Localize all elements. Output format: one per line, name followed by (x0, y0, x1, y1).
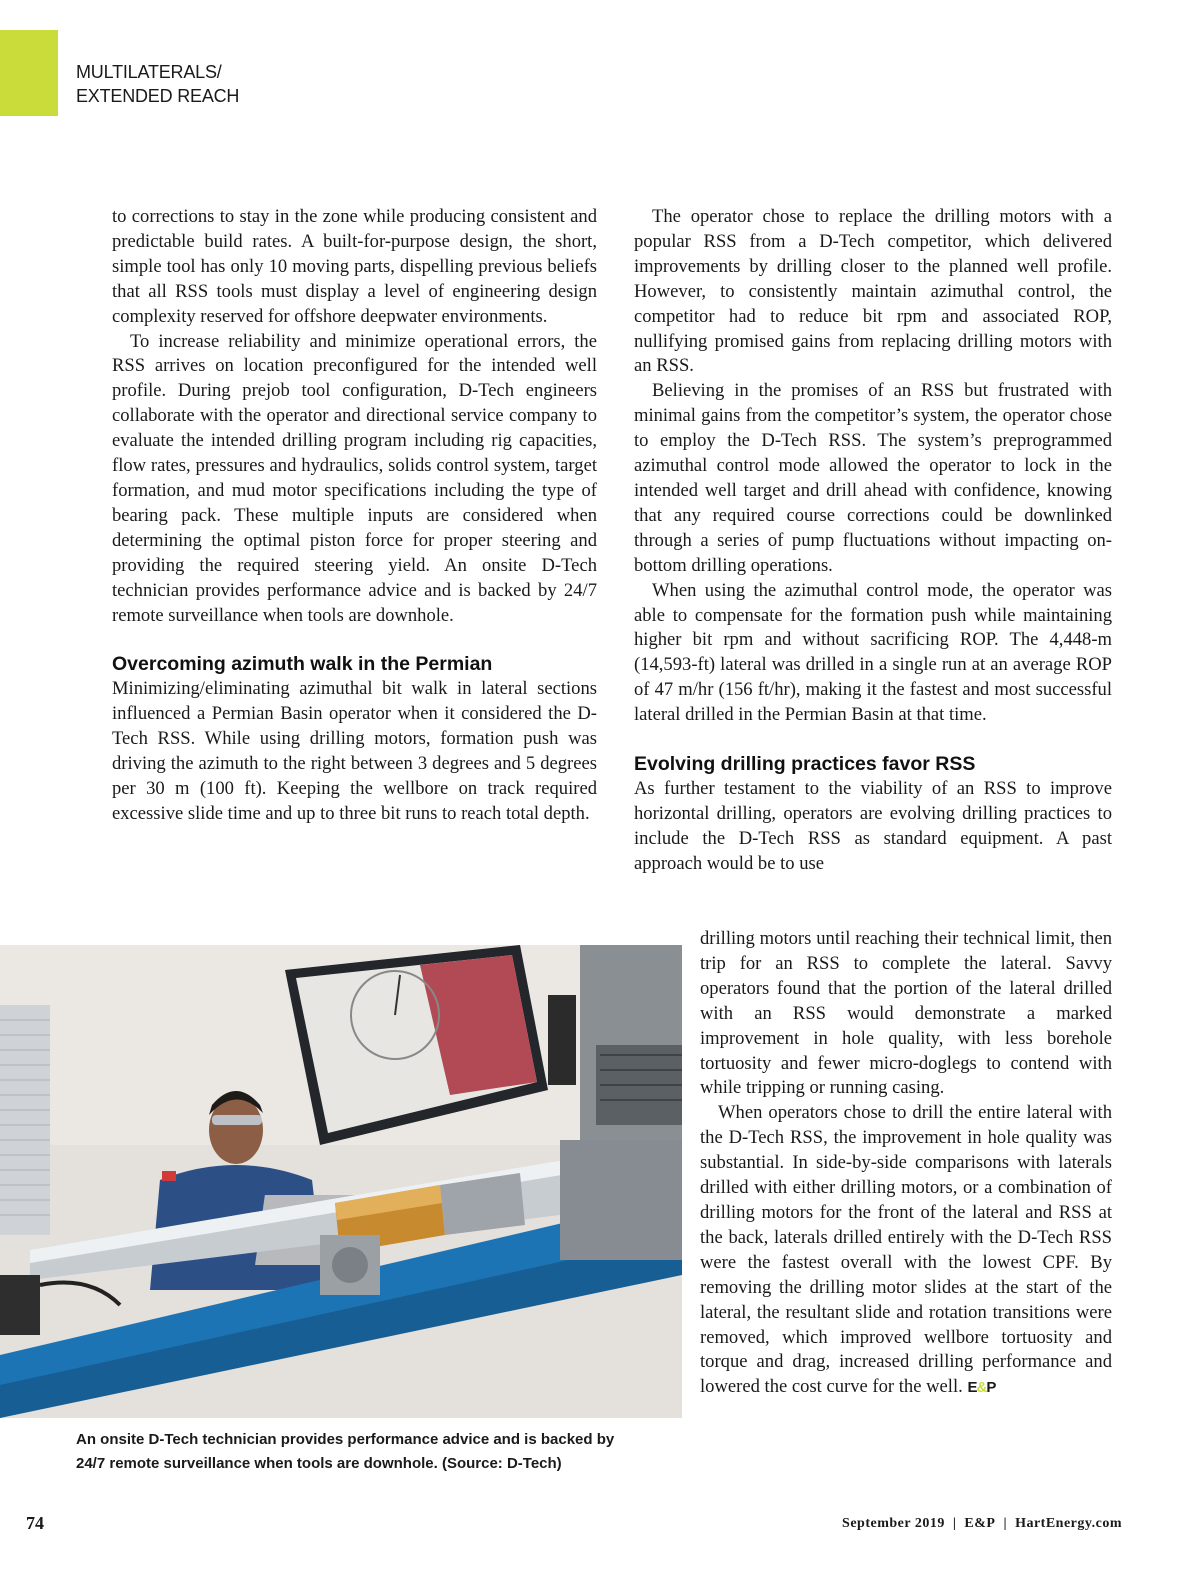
footer-website[interactable]: HartEnergy.com (1015, 1516, 1122, 1531)
heading-azimuth-walk: Overcoming azimuth walk in the Permian (112, 653, 493, 676)
caption-line-2: 24/7 remote surveillance when tools are downhole. (Source: D-Tech) (76, 1455, 562, 1472)
right-paragraph-5 (700, 1101, 1112, 1401)
right-paragraph-4: As further testament to the viability of an RSS to improve horizontal drilling, operators are evolving drilling practices to include the D-Tech RSS as standard equipment. A past approach would be to use (634, 778, 1112, 874)
left-paragraph-3: Minimizing/eliminating azimuthal bit walk in lateral sections influenced a Permian Basin operator when it considered the D-Tech RSS. While using drilling motors, formation push was driving the azimuth to the right between 3 degrees and 5 degrees per 30 m (100 ft). Keeping the wellbore on track required excessive slide time and up to three bit runs to reach total depth. (112, 678, 597, 824)
right-paragraph-5-text: When operators chose to drill the entire lateral with the D-Tech RSS, the improvement in hole quality was substantial. In side-by-side comparisons with laterals drilled with either drilling motors, or a combination of drilling motors for the front of the lateral and RSS at the back, laterals drilled entirely with the D-Tech RSS were the fastest overall with the lowest CPF. By removing the drilling motor slides at the start of the lateral, the resultant slide and rotation transitions were removed, which improved wellbore tortuosity and torque and drag, increased drilling performance and lowered the cost curve for the well. (700, 1102, 1112, 1398)
section-label (76, 60, 239, 108)
caption-line-1: An onsite D-Tech technician provides performance advice and is backed by (76, 1431, 615, 1448)
section-label-line1: MULTILATERALS/ (76, 62, 222, 82)
left-column (112, 205, 597, 827)
footer-info: September 2019 | E&P | HartEnergy.com (842, 1516, 1122, 1531)
section-color-tab (0, 30, 58, 116)
right-column (634, 205, 1112, 877)
footer-magazine: E&P (964, 1516, 996, 1531)
left-paragraph-1: to corrections to stay in the zone while producing consistent and predictable build rates. A built-for-purpose design, the short, simple tool has only 10 moving parts, dispelling previous beliefs that all RSS tools must display a level of engineering design complexity reserved for offshore deepwater environments. (112, 206, 597, 327)
heading-evolving-practices: Evolving drilling practices favor RSS (634, 753, 976, 776)
right-paragraph-1: The operator chose to replace the drilling motors with a popular RSS from a D-Tech competitor, which delivered improvements by drilling closer to the planned well profile. However, to consistently maintain azimuthal control, the competitor had to reduce bit rpm and associated ROP, nullifying promised gains from replacing drilling motors with an RSS. (634, 206, 1112, 377)
right-paragraph-2: Believing in the promises of an RSS but frustrated with minimal gains from the competitor’s system, the operator chose to employ the D-Tech RSS. The system’s preprogrammed azimuthal control mode allowed the operator to lock in the intended well target and drill ahead with confidence, knowing that any required course corrections could be downlinked through a series of pump fluctuations without impacting on-bottom drilling operations. (634, 380, 1112, 576)
left-paragraph-2: To increase reliability and minimize operational errors, the RSS arrives on location preconfigured for the intended well profile. During prejob tool configuration, D-Tech engineers collaborate with the operator and directional service company to evaluate the intended drilling program including rig capacities, flow rates, pressures and hydraulics, solids control system, target formation, and mud motor specifications including the type of bearing pack. These multiple inputs are considered when determining the optimal piston force for proper steering and providing the required steering yield. An onsite D-Tech technician provides performance advice and is backed by 24/7 remote surveillance when tools are downhole. (112, 330, 597, 626)
right-paragraph-4-continued: drilling motors until reaching their technical limit, then trip for an RSS to complete the lateral. Savvy operators found that the portion of the lateral drilled with an RSS would demonstrate a marked improvement in hole quality, with less borehole tortuosity and fewer micro-doglegs to contend with while tripping or running casing. (700, 928, 1112, 1099)
footer-date: September 2019 (842, 1516, 945, 1531)
technician-photo (0, 945, 682, 1418)
right-column-continued (700, 927, 1112, 1401)
section-label-line2: EXTENDED REACH (76, 86, 240, 106)
page-number: 74 (26, 1513, 44, 1533)
photo-caption (76, 1428, 666, 1476)
right-paragraph-3: When using the azimuthal control mode, the operator was able to compensate for the formation push while maintaining higher bit rpm and without sacrificing ROP. The 4,448-m (14,593-ft) lateral was drilled in a single run at an average ROP of 47 m/hr (156 ft/hr), making it the fastest and most successful lateral drilled in the Permian Basin at that time. (634, 579, 1112, 726)
ep-end-mark: E&P (967, 1379, 996, 1397)
